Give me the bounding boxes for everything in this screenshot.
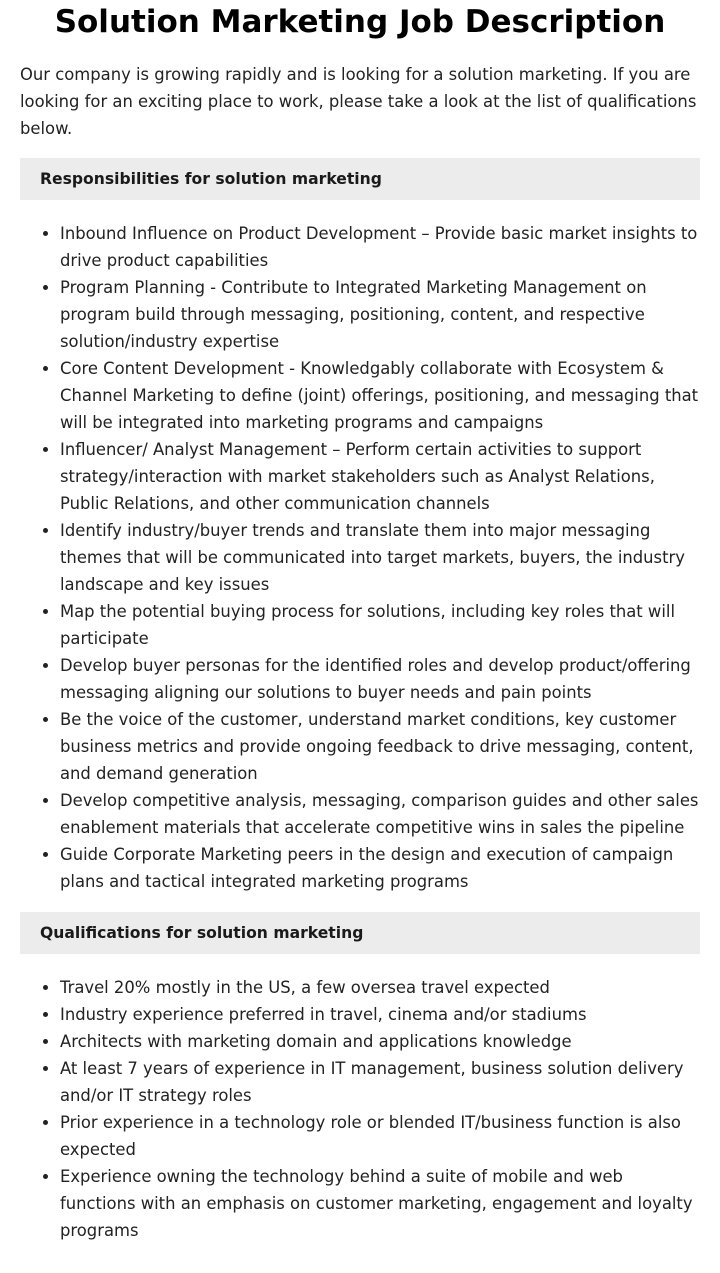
responsibilities-list [20, 200, 700, 895]
qualifications-list [20, 954, 700, 1244]
list-item: Identify industry/buyer trends and translate them into major messaging themes that will be communicated into target markets, buyers, the industry landscape and key issues [60, 517, 700, 598]
list-item: Prior experience in a technology role or blended IT/business function is also expected [60, 1109, 700, 1163]
list-item: Guide Corporate Marketing peers in the design and execution of campaign plans and tactical integrated marketing programs [60, 841, 700, 895]
list-item: Travel 20% mostly in the US, a few oversea travel expected [60, 974, 700, 1001]
list-item: Map the potential buying process for solutions, including key roles that will participate [60, 598, 700, 652]
list-item: Industry experience preferred in travel, cinema and/or stadiums [60, 1001, 700, 1028]
list-item: Be the voice of the customer, understand market conditions, key customer business metrics and provide ongoing feedback to drive messaging, content, and demand generation [60, 706, 700, 787]
page-title: Solution Marketing Job Description [54, 4, 666, 40]
list-item: Influencer/ Analyst Management – Perform certain activities to support strategy/interaction with market stakeholders such as Analyst Relations, Public Relations, and other communication channels [60, 436, 700, 517]
list-item: Develop buyer personas for the identified roles and develop product/offering messaging aligning our solutions to buyer needs and pain points [60, 652, 700, 706]
list-item: Architects with marketing domain and applications knowledge [60, 1028, 700, 1055]
list-item: Program Planning - Contribute to Integrated Marketing Management on program build through messaging, positioning, content, and respective solution/industry expertise [60, 274, 700, 355]
responsibilities-heading: Responsibilities for solution marketing [20, 158, 700, 200]
list-item: Inbound Influence on Product Development – Provide basic market insights to drive product capabilities [60, 220, 700, 274]
list-item: Core Content Development - Knowledgably collaborate with Ecosystem & Channel Marketing to define (joint) offerings, positioning, and messaging that will be integrated into marketing programs and campaigns [60, 355, 700, 436]
intro-paragraph: Our company is growing rapidly and is looking for a solution marketing. If you are looking for an exciting place to work, please take a look at the list of qualifications below. [20, 65, 697, 138]
list-item: At least 7 years of experience in IT management, business solution delivery and/or IT strategy roles [60, 1055, 700, 1109]
qualifications-heading: Qualifications for solution marketing [20, 912, 700, 954]
list-item: Experience owning the technology behind a suite of mobile and web functions with an emphasis on customer marketing, engagement and loyalty programs [60, 1163, 700, 1244]
list-item: Develop competitive analysis, messaging, comparison guides and other sales enablement materials that accelerate competitive wins in sales the pipeline [60, 787, 700, 841]
